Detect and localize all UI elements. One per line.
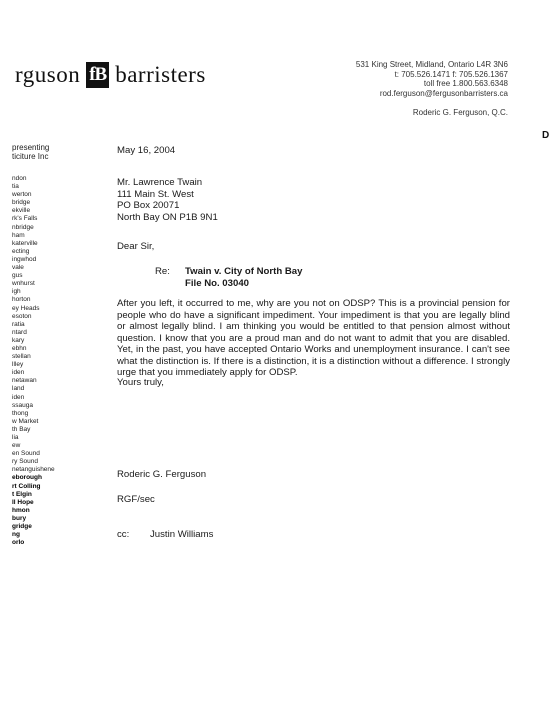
sidebar-town: netanguishene [12,466,55,474]
sidebar-town: stellan [12,353,31,361]
sidebar-town: ey Heads [12,304,40,312]
sidebar-town: werton [12,191,32,199]
sidebar-town: nbridge [12,223,34,231]
sidebar-town: w Market [12,417,39,425]
sidebar-town: gus [12,272,23,280]
sidebar-town: tia [12,183,19,191]
sidebar-town: t Elgin [12,490,32,498]
cc-label: cc: [117,529,130,540]
sidebar-town: ekville [12,207,31,215]
town-list [12,175,72,547]
logo-left-word: rguson [15,62,81,87]
sidebar-town: ratia [12,320,25,328]
sidebar-town: ingwhod [12,255,37,263]
sidebar-town: th Bay [12,425,31,433]
signature-name: Roderic G. Ferguson [117,469,207,480]
sidebar-town: orlo [12,539,25,547]
sidebar-town: ntard [12,328,27,336]
sidebar-town: ew [12,442,21,450]
sidebar-town: iden [12,369,25,377]
logo-mark: fB [86,62,109,88]
sidebar-town: lia [12,434,19,441]
sidebar-town: ng [12,531,20,539]
re-file-number: File No. 03040 [185,277,249,289]
address-tollfree: toll free 1.800.563.6348 [423,79,508,88]
sidebar-town: en Sound [12,450,40,458]
sidebar-town: ndon [12,175,27,182]
sidebar-town: rt Colling [12,482,41,490]
recipient-line: PO Box 20071 [117,200,180,211]
closing: Yours truly, [117,377,164,388]
reference-initials: RGF/sec [117,494,155,505]
cc-name: Justin Williams [150,529,214,540]
sidebar-town: land [12,385,25,393]
sidebar-town: rk's Falls [12,215,38,223]
sidebar-town: esoton [12,312,32,320]
sidebar-town: ssauga [12,401,33,409]
sidebar-town: katerville [12,239,38,247]
sidebar-town: ll Hope [12,498,34,506]
sidebar-town: hmon [12,506,30,514]
sidebar-heading-line: ticiture Inc [12,152,49,161]
recipient-line: Mr. Lawrence Twain [117,177,203,188]
sidebar-town: igh [12,288,21,296]
sidebar-heading [12,143,72,161]
recipient-address [117,177,218,223]
recipient-line: North Bay ON P1B 9N1 [117,211,218,223]
address-street: 531 King Street, Midland, Ontario L4R 3N6 [355,60,508,69]
cc-line [117,529,213,541]
sidebar-town: netawan [12,377,37,385]
firm-logo [15,62,206,88]
sidebar-town: thong [12,409,29,417]
sidebar-town: gridge [12,523,32,531]
sidebar-town: kary [12,336,25,344]
sidebar-town: ecting [12,247,30,255]
sidebar-town: llley [12,361,24,369]
address-lawyer: Roderic G. Ferguson, Q.C. [412,108,508,117]
letter-body: After you left, it occurred to me, why are you not on ODSP? This is a provincial pension for people who do have a significant impediment. Your impediment is that you are legally blind or almost legally blind. I am thinking you would be entitled to that pension almost without question. I know that you are a proud man and do not want to admit that you are disabled. Yet, in the past, you have accepted Ontario Works and unemployment insurance. I can't see what the distinction is. If there is a distinction, it is a distinction without a difference. I strongly urge that you immediately apply for ODSP. [117,298,510,378]
re-line [155,266,302,289]
logo-right-word: barristers [115,62,206,87]
salutation: Dear Sir, [117,241,155,252]
re-title: Twain v. City of North Bay [185,266,303,277]
sidebar-town: ebhn [12,344,27,352]
sidebar-town: eborough [12,474,42,482]
sidebar-town: ry Sound [12,458,39,466]
office-sidebar [12,143,72,547]
sidebar-town: ham [12,231,25,239]
firm-address-block [318,60,508,118]
sidebar-town: bridge [12,199,31,207]
sidebar-town: iden [12,393,25,401]
sidebar-town: bury [12,514,27,522]
sidebar-town: horton [12,296,31,304]
address-email: rod.ferguson@fergusonbarristers.ca [379,88,508,98]
sidebar-town: vale [12,264,24,272]
recipient-line: 111 Main St. West [117,188,194,200]
re-label: Re: [155,266,170,277]
letter-date: May 16, 2004 [117,145,176,156]
sidebar-town: wnhurst [12,280,35,288]
address-phone: t: 705.526.1471 f: 705.526.1367 [394,69,508,79]
sidebar-heading-line: presenting [12,143,50,152]
corner-mark: D [542,130,550,141]
